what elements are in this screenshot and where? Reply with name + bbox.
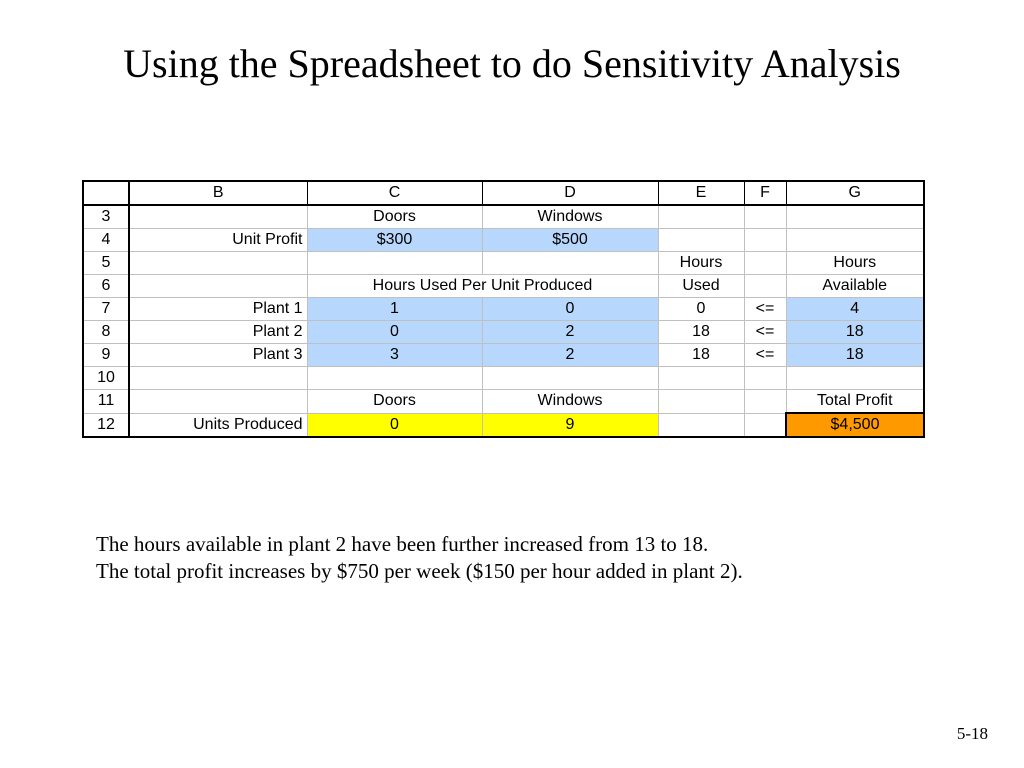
explanation-text (96, 531, 743, 585)
page-number: 5-18 (956, 724, 988, 743)
cell-f12[interactable] (744, 413, 786, 437)
cell-e6[interactable]: Used (658, 275, 744, 298)
cell-e7[interactable]: 0 (658, 298, 744, 321)
table-row (83, 367, 924, 390)
cell-f3[interactable] (744, 205, 786, 229)
cell-f5[interactable] (744, 252, 786, 275)
cell-c8[interactable]: 0 (307, 321, 482, 344)
cell-b3[interactable] (129, 205, 307, 229)
cell-g12-target[interactable]: $4,500 (786, 413, 924, 437)
cell-c12-changing[interactable]: 0 (307, 413, 482, 437)
table-row (83, 229, 924, 252)
cell-g9[interactable]: 18 (786, 344, 924, 367)
row-header[interactable]: 6 (83, 275, 129, 298)
column-header-d[interactable]: D (482, 181, 658, 205)
cell-e9[interactable]: 18 (658, 344, 744, 367)
cell-c10[interactable] (307, 367, 482, 390)
cell-e11[interactable] (658, 390, 744, 414)
row-header[interactable]: 3 (83, 205, 129, 229)
cell-b9[interactable]: Plant 3 (129, 344, 307, 367)
row-header[interactable]: 8 (83, 321, 129, 344)
slide-title: Using the Spreadsheet to do Sensitivity Analysis (123, 41, 901, 86)
cell-cd6-merged[interactable]: Hours Used Per Unit Produced (307, 275, 658, 298)
row-header[interactable]: 9 (83, 344, 129, 367)
row-header[interactable]: 11 (83, 390, 129, 414)
cell-d3[interactable]: Windows (482, 205, 658, 229)
cell-g6[interactable]: Available (786, 275, 924, 298)
cell-f4[interactable] (744, 229, 786, 252)
row-header[interactable]: 12 (83, 413, 129, 437)
cell-g10[interactable] (786, 367, 924, 390)
cell-d5[interactable] (482, 252, 658, 275)
cell-g7[interactable]: 4 (786, 298, 924, 321)
column-header-e[interactable]: E (658, 181, 744, 205)
cell-c11[interactable]: Doors (307, 390, 482, 414)
table-row (83, 344, 924, 367)
cell-g3[interactable] (786, 205, 924, 229)
cell-c4[interactable]: $300 (307, 229, 482, 252)
explanation-line-1: The hours available in plant 2 have been further increased from 13 to 18. (96, 532, 709, 556)
cell-g11[interactable]: Total Profit (786, 390, 924, 414)
cell-c9[interactable]: 3 (307, 344, 482, 367)
cell-e8[interactable]: 18 (658, 321, 744, 344)
cell-d10[interactable] (482, 367, 658, 390)
column-header-b[interactable]: B (129, 181, 307, 205)
spreadsheet-table (82, 180, 925, 438)
cell-e12[interactable] (658, 413, 744, 437)
table-row (83, 298, 924, 321)
cell-e3[interactable] (658, 205, 744, 229)
cell-b7[interactable]: Plant 1 (129, 298, 307, 321)
cell-d8[interactable]: 2 (482, 321, 658, 344)
cell-d11[interactable]: Windows (482, 390, 658, 414)
column-header-row (83, 181, 924, 205)
cell-f6[interactable] (744, 275, 786, 298)
cell-c7[interactable]: 1 (307, 298, 482, 321)
cell-b5[interactable] (129, 252, 307, 275)
table-row (83, 205, 924, 229)
cell-b12[interactable]: Units Produced (129, 413, 307, 437)
column-header-c[interactable]: C (307, 181, 482, 205)
cell-g4[interactable] (786, 229, 924, 252)
row-header[interactable]: 4 (83, 229, 129, 252)
table-row (83, 275, 924, 298)
cell-b11[interactable] (129, 390, 307, 414)
table-row (83, 252, 924, 275)
cell-g5[interactable]: Hours (786, 252, 924, 275)
explanation-line-2: The total profit increases by $750 per week ($150 per hour added in plant 2). (96, 559, 743, 583)
cell-e4[interactable] (658, 229, 744, 252)
cell-b4[interactable]: Unit Profit (129, 229, 307, 252)
cell-d7[interactable]: 0 (482, 298, 658, 321)
cell-b8[interactable]: Plant 2 (129, 321, 307, 344)
cell-e10[interactable] (658, 367, 744, 390)
cell-d9[interactable]: 2 (482, 344, 658, 367)
cell-b6[interactable] (129, 275, 307, 298)
cell-f10[interactable] (744, 367, 786, 390)
cell-e5[interactable]: Hours (658, 252, 744, 275)
table-row (83, 390, 924, 414)
cell-d12-changing[interactable]: 9 (482, 413, 658, 437)
cell-b10[interactable] (129, 367, 307, 390)
cell-d4[interactable]: $500 (482, 229, 658, 252)
cell-f7[interactable]: <= (744, 298, 786, 321)
table-row (83, 321, 924, 344)
cell-g8[interactable]: 18 (786, 321, 924, 344)
cell-f9[interactable]: <= (744, 344, 786, 367)
corner-cell[interactable] (83, 181, 129, 205)
column-header-f[interactable]: F (744, 181, 786, 205)
cell-c5[interactable] (307, 252, 482, 275)
cell-f8[interactable]: <= (744, 321, 786, 344)
row-header[interactable]: 10 (83, 367, 129, 390)
cell-c3[interactable]: Doors (307, 205, 482, 229)
table-row (83, 413, 924, 437)
row-header[interactable]: 5 (83, 252, 129, 275)
column-header-g[interactable]: G (786, 181, 924, 205)
cell-f11[interactable] (744, 390, 786, 414)
row-header[interactable]: 7 (83, 298, 129, 321)
